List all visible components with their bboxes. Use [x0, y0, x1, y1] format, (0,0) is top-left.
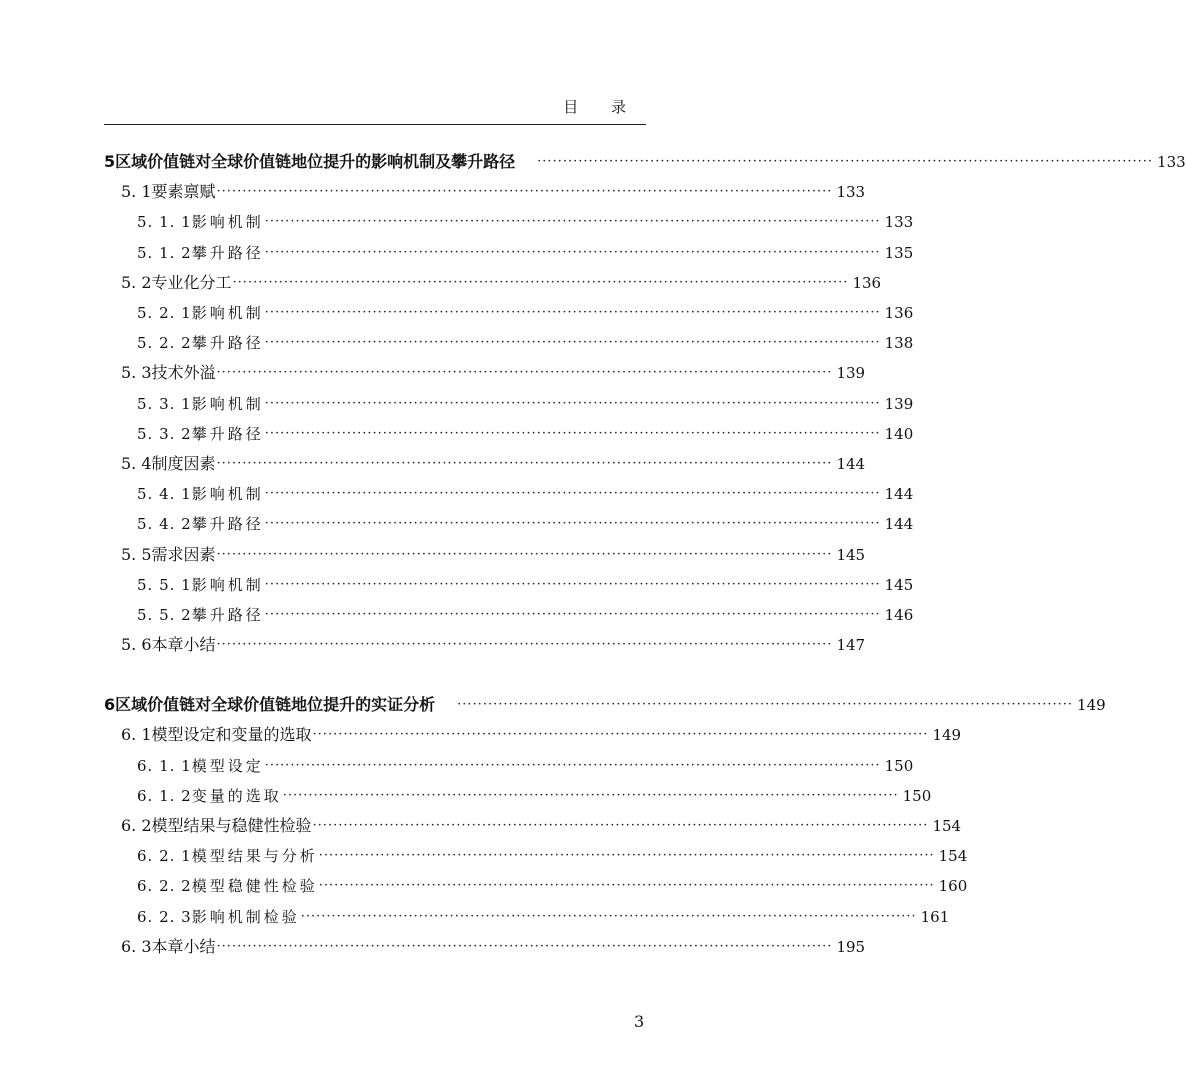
toc-subsection-entry[interactable] — [104, 751, 914, 781]
chapter-page-number: 149 — [1077, 696, 1106, 715]
dot-leader: ························································································································ — [216, 546, 833, 562]
entry-number: 5. 5. 1 — [137, 575, 192, 594]
dot-leader: ························································································································ — [282, 787, 899, 803]
dot-leader: ························································································································ — [264, 244, 881, 260]
dot-leader: ························································································································ — [216, 365, 833, 381]
toc-subsection-entry[interactable] — [104, 871, 968, 901]
dot-leader: ························································································································ — [264, 214, 881, 230]
entry-page-number: 139 — [836, 364, 866, 383]
chapter-number: 6 — [104, 695, 116, 715]
toc-section-entry[interactable] — [104, 539, 866, 569]
dot-leader: ························································································································ — [264, 516, 881, 532]
entry-page-number: 133 — [836, 183, 866, 202]
entry-title: 本章小结 — [151, 936, 216, 956]
entry-page-number: 150 — [884, 756, 914, 775]
entry-page-number: 154 — [938, 847, 968, 866]
toc-subsection-entry[interactable] — [104, 781, 932, 811]
entry-number: 5. 4. 2 — [137, 515, 192, 534]
entry-number: 6. 1 — [121, 725, 152, 745]
dot-leader: ························································································································ — [264, 395, 881, 411]
toc-subsection-entry[interactable] — [104, 207, 914, 237]
page-number: 3 — [634, 1012, 645, 1031]
entry-number: 5. 2. 2 — [137, 334, 192, 353]
dot-leader: ························································································································ — [312, 818, 929, 834]
entry-title: 攀升路径 — [191, 424, 264, 443]
entry-number: 6. 2. 2 — [137, 877, 192, 896]
dot-leader: ························································································································ — [232, 274, 849, 290]
toc-subsection-entry[interactable] — [104, 902, 950, 932]
entry-title: 影响机制 — [191, 213, 264, 232]
section-spacer — [104, 660, 646, 690]
entry-page-number: 161 — [920, 907, 950, 926]
entry-number: 5. 5 — [121, 544, 152, 564]
entry-title: 影响机制 — [191, 394, 264, 413]
entry-page-number: 150 — [902, 786, 932, 805]
toc-subsection-entry[interactable] — [104, 600, 914, 630]
entry-number: 5. 4 — [121, 453, 152, 473]
entry-title: 模型结果与分析 — [191, 847, 318, 866]
entry-page-number: 144 — [884, 485, 914, 504]
toc-subsection-entry[interactable] — [104, 841, 968, 871]
chapter-title: 区域价值链对全球价值链地位提升的影响机制及攀升路径 — [115, 152, 516, 172]
entry-title: 模型设定和变量的选取 — [151, 725, 312, 745]
toc-subsection-entry[interactable] — [104, 479, 914, 509]
running-header — [104, 96, 646, 125]
entry-page-number: 144 — [836, 454, 866, 473]
entry-page-number: 145 — [836, 545, 866, 564]
toc-chapter-entry[interactable] — [104, 147, 1186, 177]
dot-leader: ························································································································ — [216, 938, 833, 954]
entry-page-number: 140 — [884, 424, 914, 443]
entry-number: 5. 1. 2 — [137, 243, 192, 262]
entry-title: 影响机制 — [191, 304, 264, 323]
entry-number: 5. 2. 1 — [137, 304, 192, 323]
entry-title: 影响机制检验 — [191, 907, 300, 926]
dot-leader: ························································································································ — [537, 154, 1154, 170]
dot-leader: ························································································································ — [264, 486, 881, 502]
toc-section-entry[interactable] — [104, 932, 866, 962]
entry-title: 专业化分工 — [151, 272, 232, 292]
entry-page-number: 195 — [836, 937, 866, 956]
header-title: 目 录 — [563, 98, 640, 116]
entry-title: 攀升路径 — [191, 515, 264, 534]
entry-title: 攀升路径 — [191, 243, 264, 262]
entry-title: 模型设定 — [191, 756, 264, 775]
toc-section-entry[interactable] — [104, 720, 962, 750]
entry-title: 技术外溢 — [151, 363, 216, 383]
entry-page-number: 147 — [836, 636, 866, 655]
entry-title: 变量的选取 — [191, 786, 282, 805]
toc-chapter-entry[interactable] — [104, 690, 1106, 720]
entry-title: 模型结果与稳健性检验 — [151, 816, 312, 836]
entry-number: 5. 3. 2 — [137, 424, 192, 443]
entry-title: 要素禀赋 — [151, 182, 216, 202]
dot-leader: ························································································································ — [318, 848, 935, 864]
toc-subsection-entry[interactable] — [104, 298, 914, 328]
entry-page-number: 146 — [884, 605, 914, 624]
entry-number: 5. 6 — [121, 635, 152, 655]
entry-title: 影响机制 — [191, 575, 264, 594]
entry-title: 影响机制 — [191, 485, 264, 504]
toc-subsection-entry[interactable] — [104, 238, 914, 268]
entry-number: 6. 1. 1 — [137, 756, 192, 775]
toc-section-entry[interactable] — [104, 177, 866, 207]
toc-section-entry[interactable] — [104, 811, 962, 841]
entry-page-number: 144 — [884, 515, 914, 534]
dot-leader: ························································································································ — [216, 184, 833, 200]
toc-section-entry[interactable] — [104, 630, 866, 660]
entry-title: 模型稳健性检验 — [191, 877, 318, 896]
dot-leader: ························································································································ — [264, 305, 881, 321]
entry-number: 5. 1. 1 — [137, 213, 192, 232]
chapter-number: 5 — [104, 152, 116, 172]
toc-subsection-entry[interactable] — [104, 389, 914, 419]
dot-leader: ························································································································ — [216, 455, 833, 471]
dot-leader: ························································································································ — [264, 576, 881, 592]
entry-number: 5. 5. 2 — [137, 605, 192, 624]
dot-leader: ························································································································ — [264, 757, 881, 773]
dot-leader: ························································································································ — [264, 425, 881, 441]
entry-number: 6. 2. 3 — [137, 907, 192, 926]
entry-title: 攀升路径 — [191, 334, 264, 353]
entry-page-number: 149 — [932, 726, 962, 745]
dot-leader: ························································································································ — [300, 908, 917, 924]
entry-page-number: 139 — [884, 394, 914, 413]
entry-page-number: 154 — [932, 817, 962, 836]
entry-page-number: 136 — [852, 273, 882, 292]
entry-number: 6. 2 — [121, 816, 152, 836]
entry-page-number: 133 — [884, 213, 914, 232]
entry-number: 5. 2 — [121, 272, 152, 292]
dot-leader: ························································································································ — [264, 335, 881, 351]
toc-subsection-entry[interactable] — [104, 570, 914, 600]
toc-subsection-entry[interactable] — [104, 419, 914, 449]
entry-page-number: 136 — [884, 304, 914, 323]
entry-number: 6. 3 — [121, 936, 152, 956]
entry-number: 6. 2. 1 — [137, 847, 192, 866]
chapter-title: 区域价值链对全球价值链地位提升的实证分析 — [115, 695, 436, 715]
dot-leader: ························································································································ — [216, 637, 833, 653]
toc-section-entry[interactable] — [104, 268, 882, 298]
entry-title: 需求因素 — [151, 544, 216, 564]
toc-section-entry[interactable] — [104, 358, 866, 388]
entry-title: 攀升路径 — [191, 605, 264, 624]
entry-number: 6. 1. 2 — [137, 786, 192, 805]
dot-leader: ························································································································ — [264, 606, 881, 622]
entry-page-number: 145 — [884, 575, 914, 594]
chapter-page-number: 133 — [1157, 153, 1186, 172]
toc-section-entry[interactable] — [104, 449, 866, 479]
entry-number: 5. 3. 1 — [137, 394, 192, 413]
entry-title: 制度因素 — [151, 453, 216, 473]
dot-leader: ························································································································ — [312, 727, 929, 743]
dot-leader: ························································································································ — [457, 697, 1074, 713]
entry-page-number: 135 — [884, 243, 914, 262]
entry-number: 5. 1 — [121, 182, 152, 202]
entry-number: 5. 3 — [121, 363, 152, 383]
entry-page-number: 160 — [938, 877, 968, 896]
entry-title: 本章小结 — [151, 635, 216, 655]
dot-leader: ························································································································ — [318, 878, 935, 894]
toc-subsection-entry[interactable] — [104, 328, 914, 358]
table-of-contents — [104, 147, 1186, 962]
entry-number: 5. 4. 1 — [137, 485, 192, 504]
toc-subsection-entry[interactable] — [104, 509, 914, 539]
entry-page-number: 138 — [884, 334, 914, 353]
